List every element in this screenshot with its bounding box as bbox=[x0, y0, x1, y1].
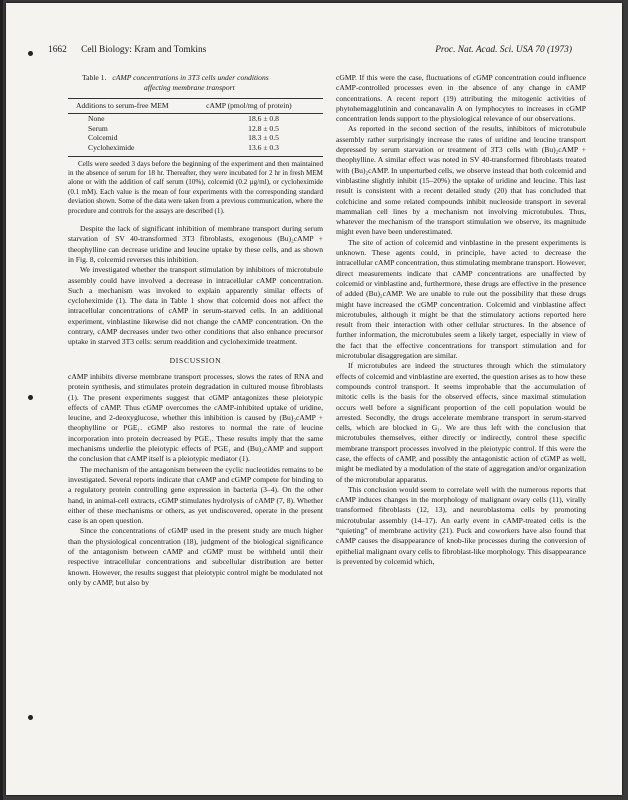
body-paragraph: cGMP. If this were the case, fluctuations of cGMP concentration could influence cAMP-controlled processes even in the absence of any change in cAMP concentrations. A recent report (19) attributing the mitogenic activities of phytohemagglutinin and concanavalin A on lymphocytes to increases in cGMP concentration lends support to the physiological relevance of our observations. bbox=[336, 73, 586, 124]
row-value: 13.6 ± 0.3 bbox=[204, 143, 323, 156]
body-paragraph: The mechanism of the antagonism between the cyclic nucleotides remains to be investigated. Several reports indicate that cAMP and cGMP compete for binding to a regulatory protein controlling gene expression in bacteria (3–4). On the other hand, in animal-cell extracts, cGMP stimulates hydrolysis of cAMP (7, 8). Whether either of these mechanisms or others, as yet undiscovered, operate in the present case is an open question. bbox=[68, 464, 323, 526]
body-paragraph: As reported in the second section of the results, inhibitors of microtubule assembly rather surprisingly increase the rates of uridine and leucine transport depressed by serum starvation or treatment of 3T3 cells with (Bu)₂cAMP + theophylline. A similar effect was noted in SV 40-transformed fibroblasts treated with (Bu)₂cAMP. In unperturbed cells, we observe instead that both colcemid and vinblastine slightly inhibit (15–20%) the uptake of uridine and leucine. This last result is consistent with a recent detailed study (20) that has concluded that colchicine and some related compounds inhibit nucleoside transport in several mammalian cell lines by a mechanism not involving microtubules. Thus, whatever the mechanism of the transport stimulation we observe, its magnitude might even have been underestimated. bbox=[336, 124, 586, 237]
body-paragraph: Despite the lack of significant inhibition of membrane transport during serum starvation of SV 40-transformed 3T3 fibroblasts, exogenous (Bu)₂cAMP + theophylline can decrease uridine and leucine uptake by these cells, and as shown in Fig. 8, colcemid reverses this inhibition. bbox=[68, 224, 323, 264]
row-value: 18.3 ± 0.5 bbox=[248, 133, 279, 143]
table-row bbox=[68, 114, 323, 124]
table-row bbox=[68, 124, 323, 134]
punch-hole bbox=[28, 395, 33, 400]
table-row bbox=[68, 133, 323, 143]
body-paragraph: If microtubules are indeed the structures through which the stimulatory effects of colcemid and vinblastine are exerted, the question arises as to how these compounds control transport. It seems improbable that the accumulation of mitotic cells is the basis for the observed effects, since maximal stimulation occurs well before a significant proportion of the cell population would be arrested. Secondly, the drugs accelerate membrane transport in serum-starved cells, which are blocked in G₁. We are thus left with the conclusion that microtubules themselves, either directly or indirectly, control these specific membrane transport processes involved in the pleiotypic control. If this were the case, the effects of cAMP, and possibly the antagonistic action of cGMP as well, might be mediated by a modulation of the state of aggregation and/or organization of the microtubular apparatus. bbox=[336, 361, 586, 484]
table-caption bbox=[82, 73, 323, 83]
row-label: Colcemid bbox=[88, 133, 118, 143]
left-column bbox=[68, 73, 323, 588]
row-label: None bbox=[88, 114, 105, 124]
journal-citation: Proc. Nat. Acad. Sci. USA 70 (1973) bbox=[435, 45, 572, 55]
section-heading: DISCUSSION bbox=[169, 355, 222, 365]
scan-edge bbox=[0, 0, 3, 800]
table-row bbox=[68, 143, 323, 156]
punch-hole bbox=[28, 51, 33, 56]
table-label: Table 1. bbox=[82, 73, 107, 82]
body-paragraph: We investigated whether the transport stimulation by inhibitors of microtubule assembly could have involved a decrease in intracellular cAMP concentration. Such a mechanism was invoked to explain apparently similar effects of cycloheximide (1). The data in Table 1 show that colcemid does not affect the intracellular concentrations of cAMP in serum-starved cells. In an additional experiment, vinblastine likewise did not change the cAMP concentration. On the contrary, cAMP decreases under two other conditions that also enhance precursor uptake in starved 3T3 cells: serum readdition and cycloheximide treatment. bbox=[68, 265, 323, 347]
page-number: 1662 bbox=[48, 45, 67, 55]
row-label: Serum bbox=[88, 123, 108, 133]
row-label: Cycloheximide bbox=[68, 143, 204, 156]
table-header-additions: Additions to serum-free MEM bbox=[68, 99, 204, 114]
row-value: 18.6 ± 0.8 bbox=[248, 114, 279, 124]
running-title: Cell Biology: Kram and Tomkins bbox=[81, 45, 207, 55]
row-value: 12.8 ± 0.5 bbox=[248, 123, 279, 133]
table-title: cAMP concentrations in 3T3 cells under conditions bbox=[112, 73, 269, 82]
body-paragraph: This conclusion would seem to correlate well with the numerous reports that cAMP induces changes in the morphology of malignant ovary cells (11), virally transformed fibroblasts (12, 13), and neuroblastoma cells by promoting microtubular assembly (14–17). An early event in cAMP-treated cells is the “quieting” of membrane activity (21). Puck and coworkers have also found that cAMP causes the disappearance of knob-like processes during the conversion of epithelial malignant ovary cells to fibroblast-like morphology. This disappearance is prevented by colcemid which, bbox=[336, 484, 586, 566]
page bbox=[6, 3, 622, 795]
punch-hole bbox=[28, 715, 33, 720]
body-paragraph: The site of action of colcemid and vinblastine in the present experiments is unknown. These agents could, in principle, have acted to decrease the intracellular cAMP concentration, thus stimulating membrane transport. However, direct measurements indicate that cAMP concentrations are unaffected by colcemid or vinblastine and, furthermore, these drugs are effective in the presence of added (Bu)₂cAMP. We are unable to rule out the possibility that these drugs might have increased the cGMP concentration. Colcemid and vinblastine affect microtubules, although it might be that the stimulatory actions reported here result from their interaction with other cellular structures. In the absence of further information, the microtubules seem a likely target, especially in view of the fact that the effective concentrations for transport stimulation and for microtubular disaggregation are similar. bbox=[336, 237, 586, 361]
body-paragraph: Since the concentrations of cGMP used in the present study are much higher than the physiological concentration (18), judgment of the biological significance of the antagonism between cAMP and cGMP must be withheld until their respective intracellular concentrations and subcellular distribution are better known. However, the results suggest that pleiotypic control might be modulated not only by cAMP, but also by bbox=[68, 526, 323, 587]
running-header-left bbox=[48, 45, 206, 55]
table-title-line2: affecting membrane transport bbox=[144, 83, 235, 92]
data-table bbox=[68, 98, 323, 157]
right-column bbox=[336, 73, 586, 567]
body-paragraph: cAMP inhibits diverse membrane transport processes, slows the rates of RNA and protein synthesis, and stimulates protein degradation in cultured mouse fibroblasts (1). The present experiments suggest that cGMP antagonizes these pleiotypic effects of cAMP. Thus cGMP overcomes the cAMP-inhibited uptake of uridine, leucine, and 2-deoxyglucose, whether this inhibition is caused by (Bu)₂cAMP + theophylline or PGE₁. cGMP also restores to normal the rate of leucine incorporation into protein decreased by PGE₁. These results imply that the same mechanisms underlie the pleiotypic effects of PGE₁ and (Bu)₂cAMP and support the conclusion that cAMP itself is a pleiotypic mediator (1). bbox=[68, 371, 323, 464]
table-footnote: Cells were seeded 3 days before the beginning of the experiment and then maintained in the absence of serum for 18 hr. Thereafter, they were incubated for 2 hr in fresh MEM alone or with the addition of calf serum (10%), colcemid (0.2 µg/ml), or cycloheximide (0.1 mM). Each value is the mean of four experiments with the corresponding standard deviation shown. Some of the data were taken from a previous communication, where the procedure and controls for the assays are described (1). bbox=[68, 159, 323, 215]
table-header-camp: cAMP (pmol/mg of protein) bbox=[204, 99, 323, 114]
